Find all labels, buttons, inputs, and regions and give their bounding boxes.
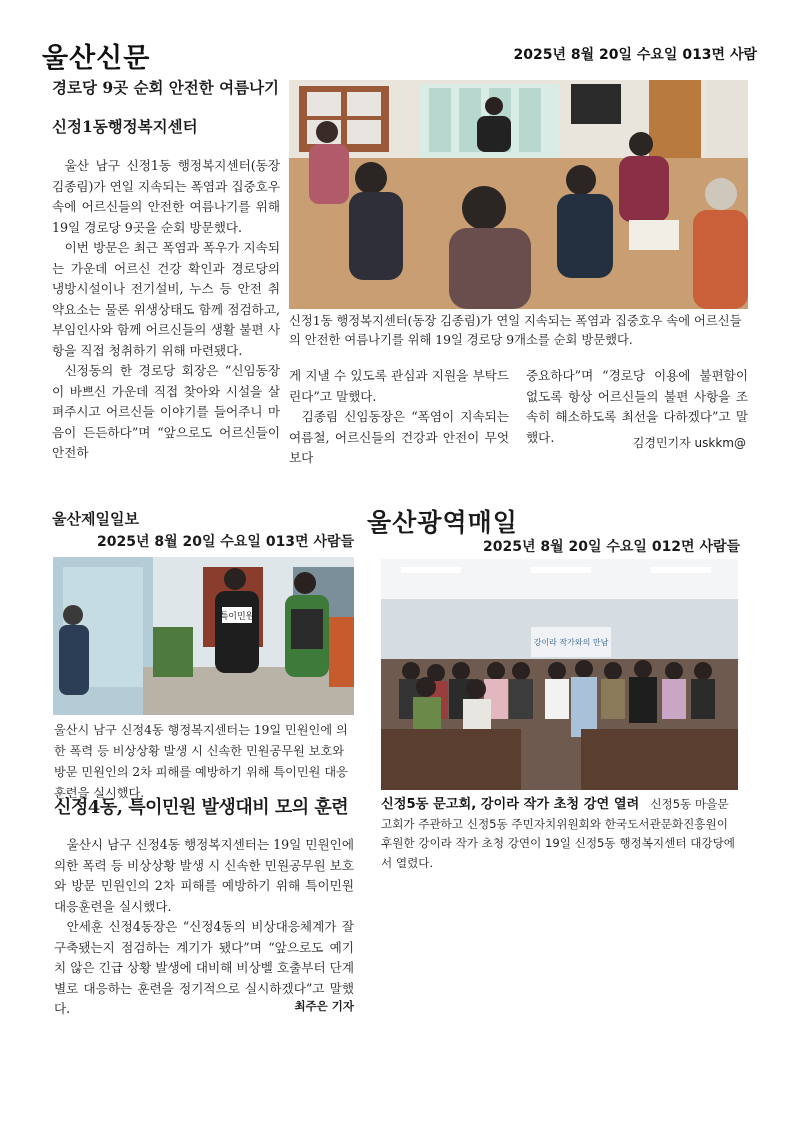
senior-center-visit-image xyxy=(289,80,748,309)
article2-date-line: 2025년 8월 20일 수요일 013면 사람들 xyxy=(97,534,355,550)
article2-photo-caption: 울산시 남구 신정4동 행정복지센터는 19일 민원인에 의한 폭력 등 비상상황 발생 시 신속한 민원공무원 보호와 방문 민원인의 2차 피해를 예방하기 위해 특이민원 대응훈련을 실시했다. xyxy=(54,723,348,800)
article1-paragraph: 김종림 신임동장은 “폭염이 지속되는 여름철, 어르신들의 건강과 안전이 무엇보다 xyxy=(289,409,509,465)
article1-paragraph: 신정동의 한 경로당 회장은 “신임동장이 바쁘신 가운데 직접 찾아와 시설을 살펴주시고 어르신들 이야기를 들어주니 마음이 든든하다”며 “앞으로도 어르신들이 안전하 xyxy=(52,363,280,460)
masthead-ulsan-jeil-ilbo: 울산제일일보 xyxy=(52,510,139,528)
article1-column-1 xyxy=(52,156,280,464)
article1-paragraph: 중요하다”며 “경로당 이용에 불편함이 없도록 항상 어르신들의 불편 사항을 조속히 해소하도록 최선을 다하겠다”고 말했다. xyxy=(526,368,748,445)
article1-paragraph: 게 지낼 수 있도록 관심과 지원을 부탁드린다”고 말했다. xyxy=(289,368,509,404)
article2-byline: 최주은 기자 xyxy=(294,999,354,1013)
article2-paragraph: 울산시 남구 신정4동 행정복지센터는 19일 민원인에 의한 폭력 등 비상상황 발생 시 신속한 민원공무원 보호와 방문 민원인의 2차 피해를 예방하기 위해 특이민원 대응훈련을 실시했다. xyxy=(54,837,354,914)
article1-photo-senior-center xyxy=(289,80,748,309)
article3-caption-body: 신정5동 마을문고회가 주관하고 신정5동 주민자치위원회와 한국도서관문화진흥원이 후원한 강이라 작가 초청 강연이 19일 신정5동 행정복지센터 대강당에서 열렸다. xyxy=(381,797,736,870)
article3-photo-caption xyxy=(381,795,739,873)
article2-paragraph: 안세훈 신정4동장은 “신정4동의 비상대응체계가 잘 구축됐는지 점검하는 계기가 됐다”며 “앞으로도 예기치 않은 긴급 상황 발생에 대비해 비상벨 호출부터 단계별로 대응하는 훈련을 정기적으로 실시하겠다”고 말했다. xyxy=(54,919,354,1016)
vest-label-text: 특이민원 xyxy=(219,612,255,622)
masthead-ulsan-gwangyeok-maeil: 울산광역매일 xyxy=(367,508,518,537)
article1-subhead: 신정1동행정복지센터 xyxy=(52,117,198,136)
article1-headline: 경로당 9곳 순회 안전한 여름나기 xyxy=(52,78,280,97)
article1-paragraph: 울산 남구 신정1동 행정복지센터(동장 김종림)가 연일 지속되는 폭염과 집중호우 속에 어르신들의 안전한 여름나기를 위해 19일 경로당 9곳을 순회 방문했다. xyxy=(52,158,280,235)
article2-headline: 신정4동, 특이민원 발생대비 모의 훈련 xyxy=(54,797,349,818)
article3-caption-headline: 신정5동 문고회, 강이라 작가 초청 강연 열려 xyxy=(381,797,640,812)
masthead-ulsan-shinmun: 울산신문 xyxy=(42,43,151,74)
article2-body xyxy=(54,835,354,1020)
article1-date-line: 2025년 8월 20일 수요일 013면 사람 xyxy=(513,47,757,63)
article2-photo-training xyxy=(53,557,354,715)
emergency-training-image xyxy=(53,557,354,715)
article1-photo-caption: 신정1동 행정복지센터(동장 김종림)가 연일 지속되는 폭염과 집중호우 속에 어르신들의 안전한 여름나기를 위해 19일 경로당 9개소를 순회 방문했다. xyxy=(289,314,742,347)
article1-paragraph: 이번 방문은 최근 폭염과 폭우가 지속되는 가운데 어르신 건강 확인과 경로당의 냉방시설이나 전기설비, 누스 등 안전 취약요소는 물론 위생상태도 함께 점검하고, 부임인사와 함께 어르신들의 생활 불편 사항을 직접 청취하기 위해 마련됐다. xyxy=(52,240,280,358)
article3-date-line: 2025년 8월 20일 수요일 012면 사람들 xyxy=(483,539,741,555)
article1-column-2 xyxy=(289,366,509,469)
article3-photo-lecture xyxy=(381,559,738,790)
article1-byline: 김경민기자 uskkm@ xyxy=(632,436,746,450)
author-lecture-image xyxy=(381,559,738,790)
lecture-banner-text: 강이라 작가와의 만남 xyxy=(533,638,609,647)
